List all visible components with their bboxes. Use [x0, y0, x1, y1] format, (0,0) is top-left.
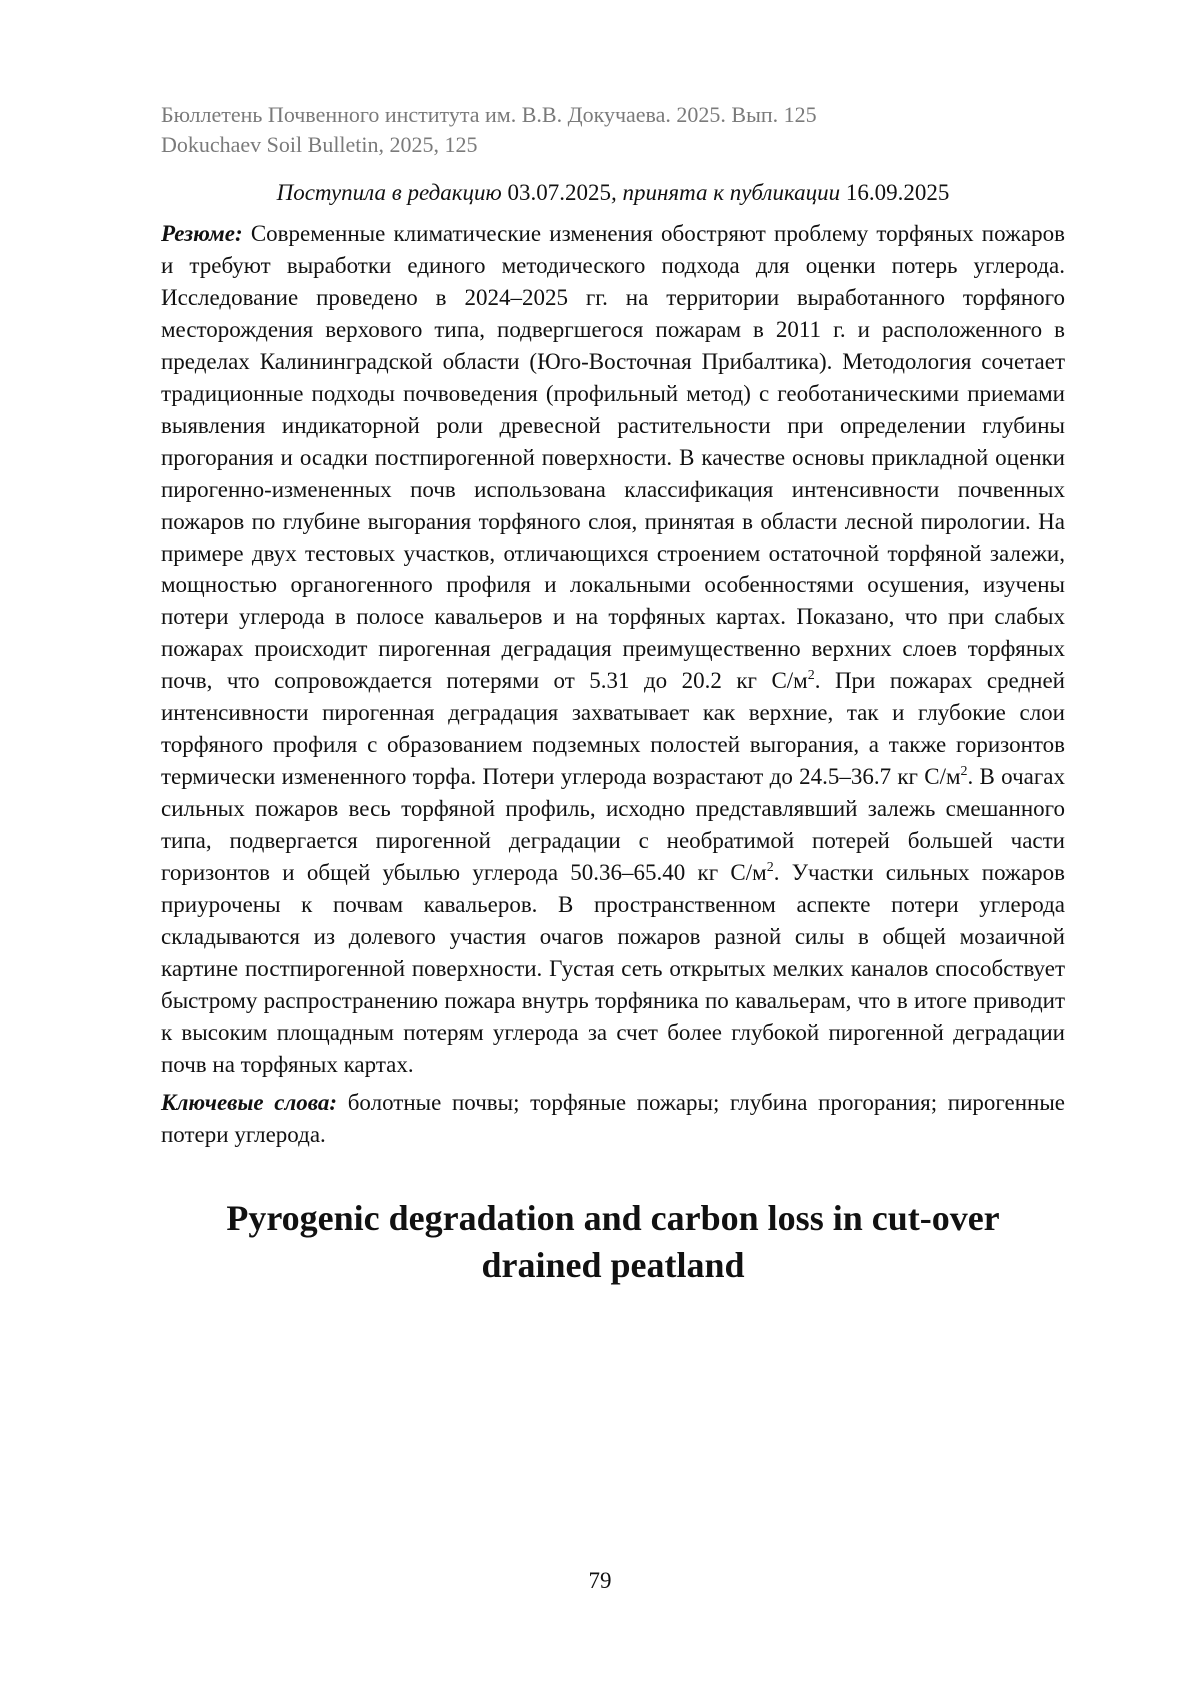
received-label: Поступила в редакцию — [276, 180, 502, 205]
journal-header-ru: Бюллетень Почвенного института им. В.В. Докучаева. 2025. Вып. 125 — [161, 102, 817, 127]
keywords-label: Ключевые слова: — [161, 1089, 338, 1115]
abstract-text-part-2: . При пожарах средней интенсивности пирогенная деградация захватывает как верхние, так и глубокие слои торфяного профиля с образованием подземных полостей выгорания, а также горизонтов термически измененного торфа. Потери углерода возрастают до 24.5–36.7 кг С/м — [161, 668, 1065, 790]
abstract-label: Резюме: — [161, 221, 243, 246]
received-date: 03.07.2025 — [507, 180, 611, 205]
superscript-2: 2 — [807, 668, 815, 684]
abstract-text-part-1: Современные климатические изменения обостряют проблему торфяных пожаров и требуют выработки единого методического подхода для оценки потерь углерода. Исследование проведено в 2024–2025 гг. на территории выработанного торфяного месторождения верхового типа, подвергшегося пожарам в 2011 г. и расположенного в пределах Калининградской области (Юго-Восточная Прибалтика). Методология сочетает традиционные подходы почвоведения (профильный метод) с геоботаническими приемами выявления индикаторной роли древесной растительности при определении глубины прогорания и осадки постпирогенной поверхности. В качестве основы прикладной оценки пирогенно-измененных почв использована классификация интенсивности почвенных пожаров по глубине выгорания торфяного слоя, принятая в области лесной пирологии. На примере двух тестовых участков, отличающихся строением остаточной торфяной залежи, мощностью органогенного профиля и локальными особенностями осушения, изучены потери углерода в полосе кавальеров и на торфяных картах. Показано, что при слабых пожарах происходит пирогенная деградация преимущественно верхних слоев торфяных почв, что сопровождается потерями от 5.31 до 20.2 кг С/м — [161, 221, 1065, 694]
received-accepted-line — [161, 178, 1065, 208]
keywords-paragraph — [161, 1087, 1065, 1151]
superscript-2: 2 — [766, 860, 774, 876]
english-title-line-2: drained peatland — [481, 1244, 745, 1285]
abstract-text-part-3: . В очагах сильных пожаров весь торфяной профиль, исходно представлявший залежь смешанного типа, подвергается пирогенной деградации с необратимой потерей большей части горизонтов и общей убылью углерода 50.36–65.40 кг С/м — [161, 764, 1065, 886]
superscript-2: 2 — [960, 764, 968, 780]
keywords-text: болотные почвы; торфяные пожары; глубина прогорания; пирогенные потери углерода. — [161, 1089, 1066, 1147]
abstract-paragraph — [161, 218, 1065, 1081]
page-number: 79 — [588, 1568, 612, 1593]
english-title-line-1: Pyrogenic degradation and carbon loss in cut-over — [226, 1197, 1000, 1238]
running-header — [161, 100, 1065, 160]
page-content — [161, 100, 1065, 1289]
abstract-text-part-4: . Участки сильных пожаров приурочены к почвам кавальеров. В пространственном аспекте потери углерода складываются из долевого участия очагов пожаров разной силы в общей мозаичной картине постпирогенной поверхности. Густая сеть открытых мелких каналов способствует быстрому распространению пожара внутрь торфяника по кавальерам, что в итоге приводит к высоким площадным потерям углерода за счет более глубокой пирогенной деградации почв на торфяных картах. — [161, 860, 1065, 1077]
english-title — [161, 1195, 1065, 1289]
journal-header-en: Dokuchaev Soil Bulletin, 2025, 125 — [161, 132, 478, 157]
accepted-date: 16.09.2025 — [845, 180, 950, 205]
accepted-label: , принята к публикации — [610, 180, 841, 205]
